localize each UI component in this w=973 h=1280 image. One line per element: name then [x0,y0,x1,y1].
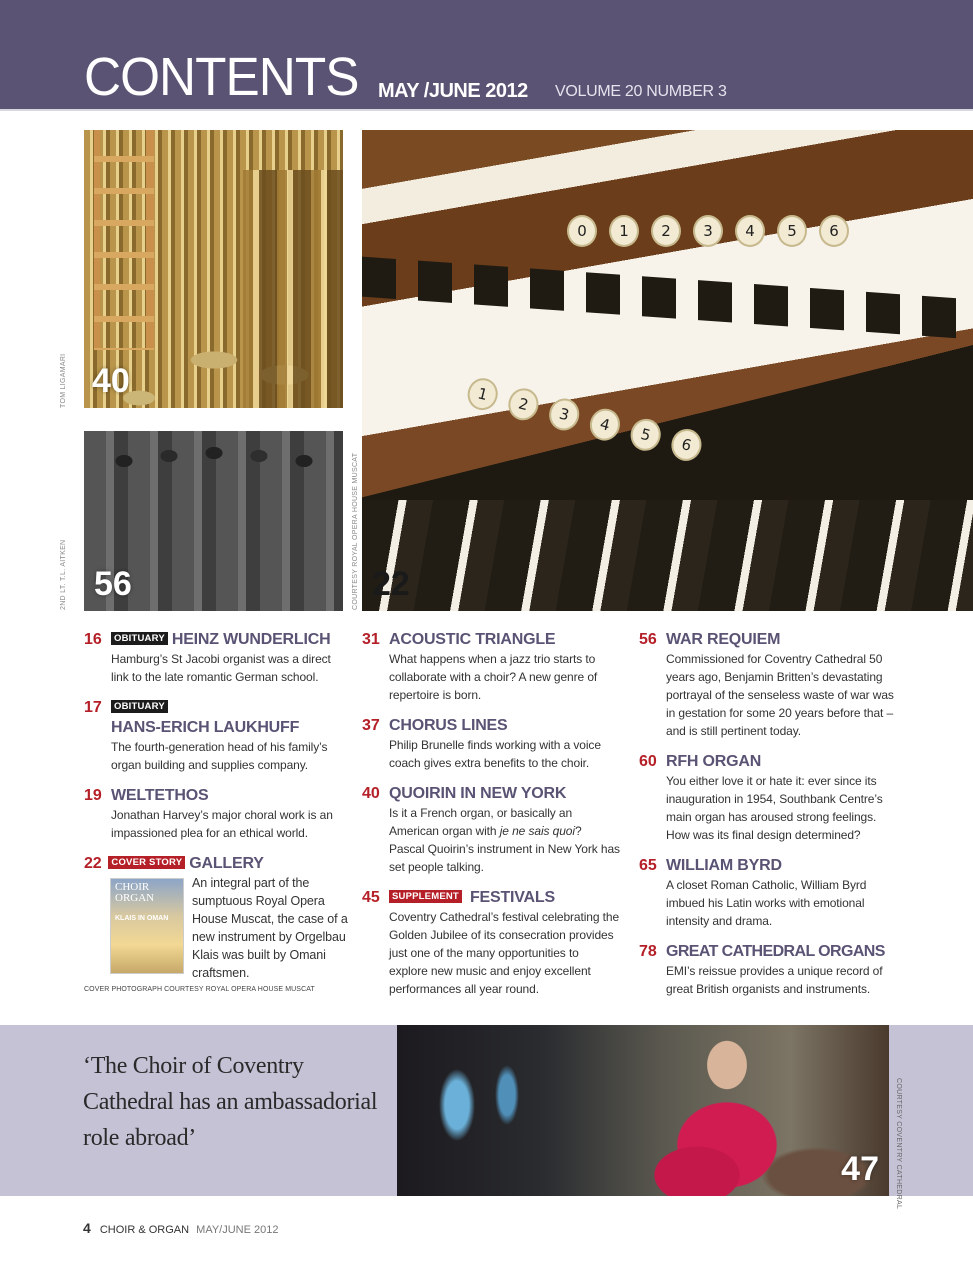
entry-description: A closet Roman Catholic, William Byrd imbued his Latin works with emotional intensity and drama. [666,878,867,928]
entry-description: Jonathan Harvey’s major choral work is an impassioned plea for an ethical world. [111,808,333,840]
issue-date-footer: MAY/JUNE 2012 [196,1224,279,1236]
toc-entry[interactable] [362,716,620,772]
entry-description: EMI’s reissue provides a unique record of great British organists and instruments. [666,964,883,996]
photo-credit: TOM LIGAMARI [60,353,67,408]
entry-title: WELTETHOS [111,787,209,804]
issue-date: MAY /JUNE 2012 [378,80,528,102]
piston-icon: 3 [546,395,583,433]
photo-credit: COURTESY ROYAL OPERA HOUSE MUSCAT [352,452,359,610]
toc-column-1 [84,630,349,1005]
entry-title: HEINZ WUNDERLICH [171,631,331,648]
entry-title: CHORUS LINES [389,717,508,734]
entry-page-number: 16 [84,631,102,648]
toc-column-2 [362,630,620,1010]
piston-icon: 6 [668,426,705,464]
photo-page-number: 22 [372,565,410,603]
magazine-name: CHOIR & ORGAN [99,1224,190,1236]
toc-entry[interactable] [84,854,349,993]
piston-icon: 2 [651,215,681,247]
toc-entry[interactable] [639,856,899,930]
entry-title: RFH ORGAN [666,753,762,770]
piston-icon: 5 [627,416,664,454]
masthead [0,0,973,111]
piston-icon: 1 [464,375,501,413]
toc-column-3 [639,630,899,1010]
photo-page-number: 56 [94,565,132,603]
entry-page-number: 65 [639,857,657,874]
entry-page-number: 22 [84,855,102,872]
upper-pistons [567,215,849,247]
entry-description: An integral part of the sumptuous Royal Opera House Muscat, the case of a new instrument by Orgelbau Klais was built by Omani craftsmen. [192,876,348,980]
entry-description: Hamburg’s St Jacobi organist was a direct link to the late romantic German school. [111,652,331,684]
desc-text: ? Pascal Quoirin’s instrument in New York has set people talking. [389,824,620,874]
entry-page-number: 56 [639,631,657,648]
page-title: CONTENTS [84,47,359,107]
supplement-badge: SUPPLEMENT [389,890,462,903]
piston-icon: 0 [567,215,597,247]
entry-page-number: 37 [362,717,380,734]
entry-description: You either love it or hate it: ever since its inauguration in 1954, Southbank Centre’s main organ has aroused strong feelings. How was its final design determined? [666,774,883,842]
toc-entry[interactable] [362,888,620,998]
toc-entry[interactable] [639,752,899,844]
entry-description: The fourth-generation head of his family’s organ building and supplies company. [111,740,328,772]
toc-entry[interactable] [84,698,349,774]
photo-soldiers[interactable] [84,431,343,611]
obituary-badge: OBITUARY [111,632,168,645]
piston-icon: 4 [587,405,624,443]
entry-page-number: 17 [84,699,102,716]
piston-icon: 3 [693,215,723,247]
lower-pistons [464,375,705,464]
cover-coverline: KLAIS IN OMAN [115,915,169,922]
entry-title-line [389,888,620,908]
lower-manual-keys [362,500,973,611]
cover-masthead: CHOIR ORGAN [115,881,155,904]
toc-entry[interactable] [639,630,899,740]
photo-page-number: 40 [92,362,130,400]
upper-manual-keys [362,257,973,340]
entry-page-number: 45 [362,889,380,906]
piston-icon: 4 [735,215,765,247]
toc-entry[interactable] [362,630,620,704]
photo-credit: 2ND LT. T.L. AITKEN [60,539,67,610]
piston-icon: 6 [819,215,849,247]
toc-entry[interactable] [639,942,899,998]
piston-icon: 5 [777,215,807,247]
desc-text: Is it a French organ, or basically an American organ with [389,806,573,838]
toc-entry[interactable] [362,784,620,876]
toc-entry[interactable] [84,786,349,842]
entry-title: FESTIVALS [469,889,555,906]
photo-organ-console[interactable] [362,130,973,611]
folio-page-number: 4 [83,1220,91,1236]
cover-story-badge: COVER STORY [108,856,185,869]
entry-description: Commissioned for Coventry Cathedral 50 years ago, Benjamin Britten’s devastating portrayal of the senseless waste of war was in gestation for some 20 years before that – and is still pertinent today. [666,652,894,738]
pull-quote: ‘The Choir of Coventry Cathedral has an ambassadorial role abroad’ [83,1053,378,1151]
entry-description: Coventry Cathedral’s festival celebrating the Golden Jubilee of its consecration provides just one of the many opportunities to explore new music and enjoy excellent performances all year round. [389,910,620,996]
entry-title: HANS-ERICH LAUKHUFF [111,719,300,736]
entry-page-number: 60 [639,753,657,770]
entry-title: GALLERY [189,855,264,872]
photo-organ-pipes[interactable] [84,130,343,408]
entry-title: GREAT CATHEDRAL ORGANS [666,943,885,960]
magazine-cover-thumbnail[interactable] [110,878,184,974]
entry-description: Philip Brunelle finds working with a voice coach gives extra benefits to the choir. [389,738,601,770]
toc-entry[interactable] [84,630,349,686]
photo-credit: COURTESY COVENTRY CATHEDRAL [895,1078,902,1210]
obituary-badge: OBITUARY [111,700,168,713]
entry-title-line [84,854,349,874]
volume-number: VOLUME 20 NUMBER 3 [555,83,727,100]
cover-photo-credit: COVER PHOTOGRAPH COURTESY ROYAL OPERA HOUSE MUSCAT [84,986,315,993]
photo-page-number: 47 [841,1150,879,1188]
page-footer [83,1220,278,1236]
desc-italic-text: je ne sais quoi [499,824,575,838]
entry-description [389,804,620,876]
entry-title: WAR REQUIEM [666,631,781,648]
entry-title-line [111,698,349,738]
entry-page-number: 19 [84,787,102,804]
piston-icon: 2 [505,385,542,423]
entry-page-number: 40 [362,785,380,802]
entry-page-number: 31 [362,631,380,648]
entry-title-line [111,630,349,650]
entry-description: What happens when a jazz trio starts to collaborate with a choir? A new genre of repertoire is born. [389,652,598,702]
photo-conductor[interactable] [397,1025,889,1196]
entry-title: QUOIRIN IN NEW YORK [389,785,567,802]
piston-icon: 1 [609,215,639,247]
entry-page-number: 78 [639,943,657,960]
entry-title: ACOUSTIC TRIANGLE [389,631,556,648]
entry-title: WILLIAM BYRD [666,857,782,874]
